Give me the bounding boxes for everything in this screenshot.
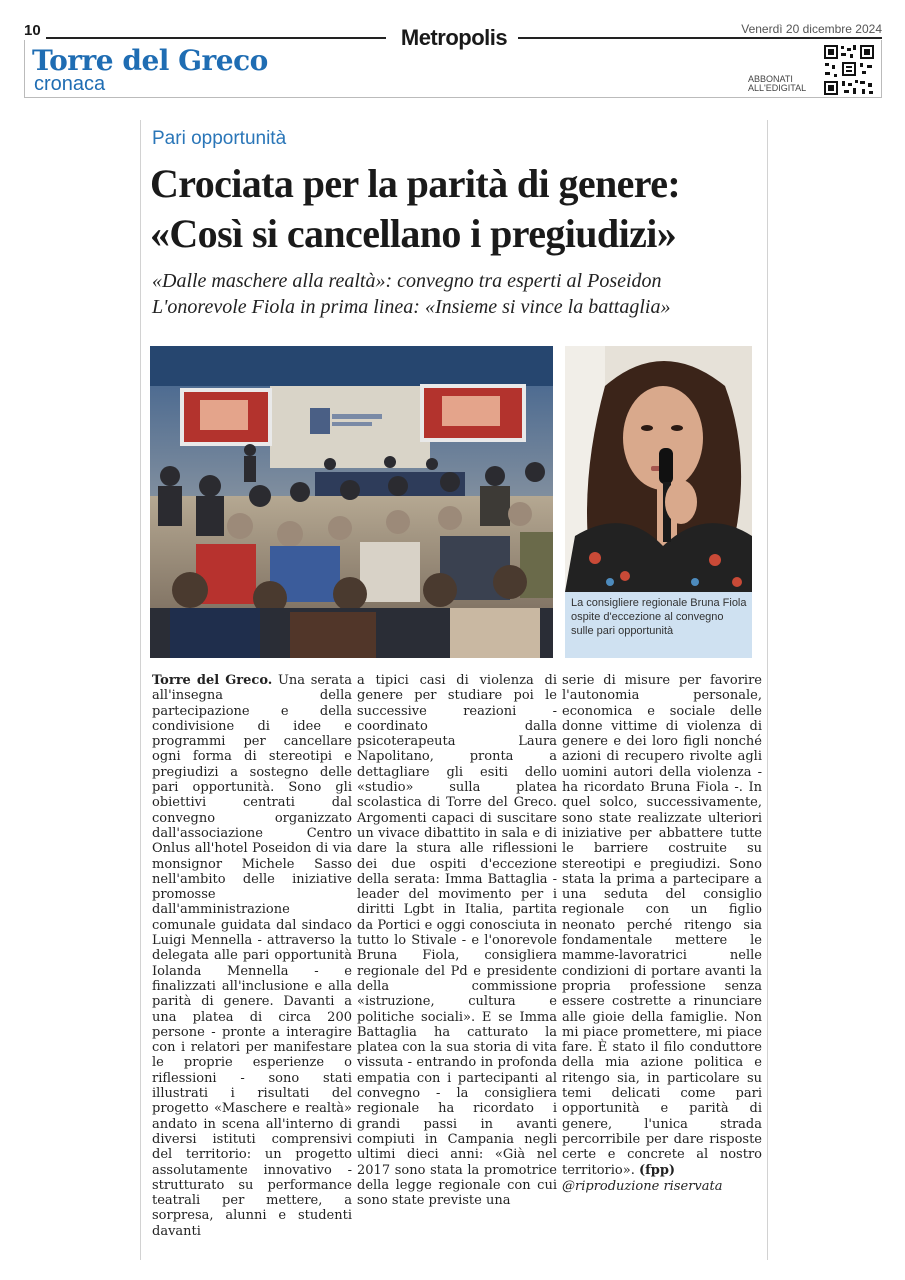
column-text: Una serata all'insegna della partecipazione e della condivisione di idee e programmi per cancellare ogni forma di stereotipi e pregiudizi a sostegno delle pari opportunità. Sono gli obiettivi centrati dal convegno organizzato dall'associazione Centro Onlus all'hotel Poseidon di via monsignor Michele Sasso nell'ambito delle iniziative promosse dall'amministrazione comunale guidata dal sindaco Luigi Mennella - attraverso la delegata alle pari opportunità Iolanda Mennella - e finalizzati all'inclusione e alla parità di genere. Davanti a una platea di circa 200 persone - pronte a interagire con i relatori per manifestare le proprie esperienze o riflessioni - sono stati illustrati i risultati del progetto «Maschere e realtà» andato in scena all'interno di diversi istituti comprensivi del territorio: un progetto assolutamente innovativo - strutturato su performance teatrali per mettere, a sorpresa, alunni e studenti davanti — [152, 673, 352, 1239]
header-rule — [518, 37, 882, 39]
dateline: Torre del Greco. — [152, 673, 273, 688]
article-column-3 — [562, 673, 762, 1194]
conference-photo — [150, 346, 553, 658]
masthead: Metropolis — [400, 25, 508, 50]
issue-date: Venerdì 20 dicembre 2024 — [741, 22, 882, 36]
headline: «Così si cancellano i pregiudizi» — [150, 211, 677, 256]
copyright-note: @riproduzione riservata — [562, 1178, 723, 1194]
subheadline: «Dalle maschere alla realtà»: convegno tra esperti al Poseidon — [152, 270, 662, 292]
subheadline: L'onorevole Fiola in prima linea: «Insieme si vince la battaglia» — [152, 296, 671, 318]
headline: Crociata per la parità di genere: — [150, 161, 681, 206]
header-rule — [46, 37, 386, 39]
article-kicker: Pari opportunità — [152, 128, 287, 149]
subscribe-note — [748, 75, 818, 93]
article-column-2 — [357, 673, 557, 1208]
page-number: 10 — [24, 22, 41, 39]
section-label: cronaca — [34, 73, 106, 95]
subscribe-line: ABBONATI — [748, 74, 793, 84]
qr-code-icon[interactable] — [822, 43, 876, 97]
column-text: serie di misure per favorire l'autonomia personale, economica e sociale delle donne vittime di violenza di genere e dei loro figli nonché azioni di recupero rivolte agli uomini autori della violenza - ha ricordato Bruna Fiola -. In quel solco, successivamente, sono state realizzate ulteriori iniziative per abbattere tutte le barriere costruite su stereotipi e pregiudizi. Sono stata la prima a partecipare a una seduta del consiglio regionale con un figlio neonato perché ritengo sia fondamentale mettere le mamme-lavoratrici nelle condizioni di portare avanti la propria professione senza essere costrette a rinunciare alle gioie della famiglie. Non mi piace promettere, mi piace fare. È stato il filo conduttore della mia azione politica e ritengo sia, in particolare su temi delicati come pari opportunità e parità di genere, l'unica strada percorribile per dare risposte certe e concrete al nostro territorio». — [562, 673, 762, 1178]
speaker-photo — [565, 346, 752, 592]
column-text: a tipici casi di violenza di genere per studiare poi le successive reazioni - coordinato dalla psicoterapeuta Laura Napolitano, pronta a dettagliare gli esiti dello «studio» sulla platea scolastica di Torre del Greco. Argomenti capaci di suscitare un vivace dibattito in sala e di dare la stura alle riflessioni dei due ospiti d'eccezione della serata: Imma Battaglia - leader del movimento per i diritti Lgbt in Italia, partita da Portici e oggi conosciuta in tutto lo Stivale - e l'onorevole Bruna Fiola, consigliera regionale del Pd e presidente della commissione «istruzione, cultura e politiche sociali». E se Imma Battaglia ha catturato la platea con la sua storia di vita vissuta - entrando in profonda empatia con i partecipanti al convegno - la consigliera regionale ha ricordato i grandi passi in avanti compiuti in Campania negli ultimi dieci anni: «Già nel 2017 sono stata la promotrice della legge regionale con cui sono state previste una — [357, 673, 557, 1209]
author-signature: (fpp) — [638, 1162, 676, 1178]
subscribe-line: ALL'EDIGITAL — [748, 83, 807, 93]
photo-caption: La consigliere regionale Bruna Fiola ospite d'eccezione al convegno sulle pari opportunità — [571, 597, 747, 637]
article-column-1 — [152, 673, 352, 1239]
city-title: Torre del Greco — [32, 44, 268, 77]
